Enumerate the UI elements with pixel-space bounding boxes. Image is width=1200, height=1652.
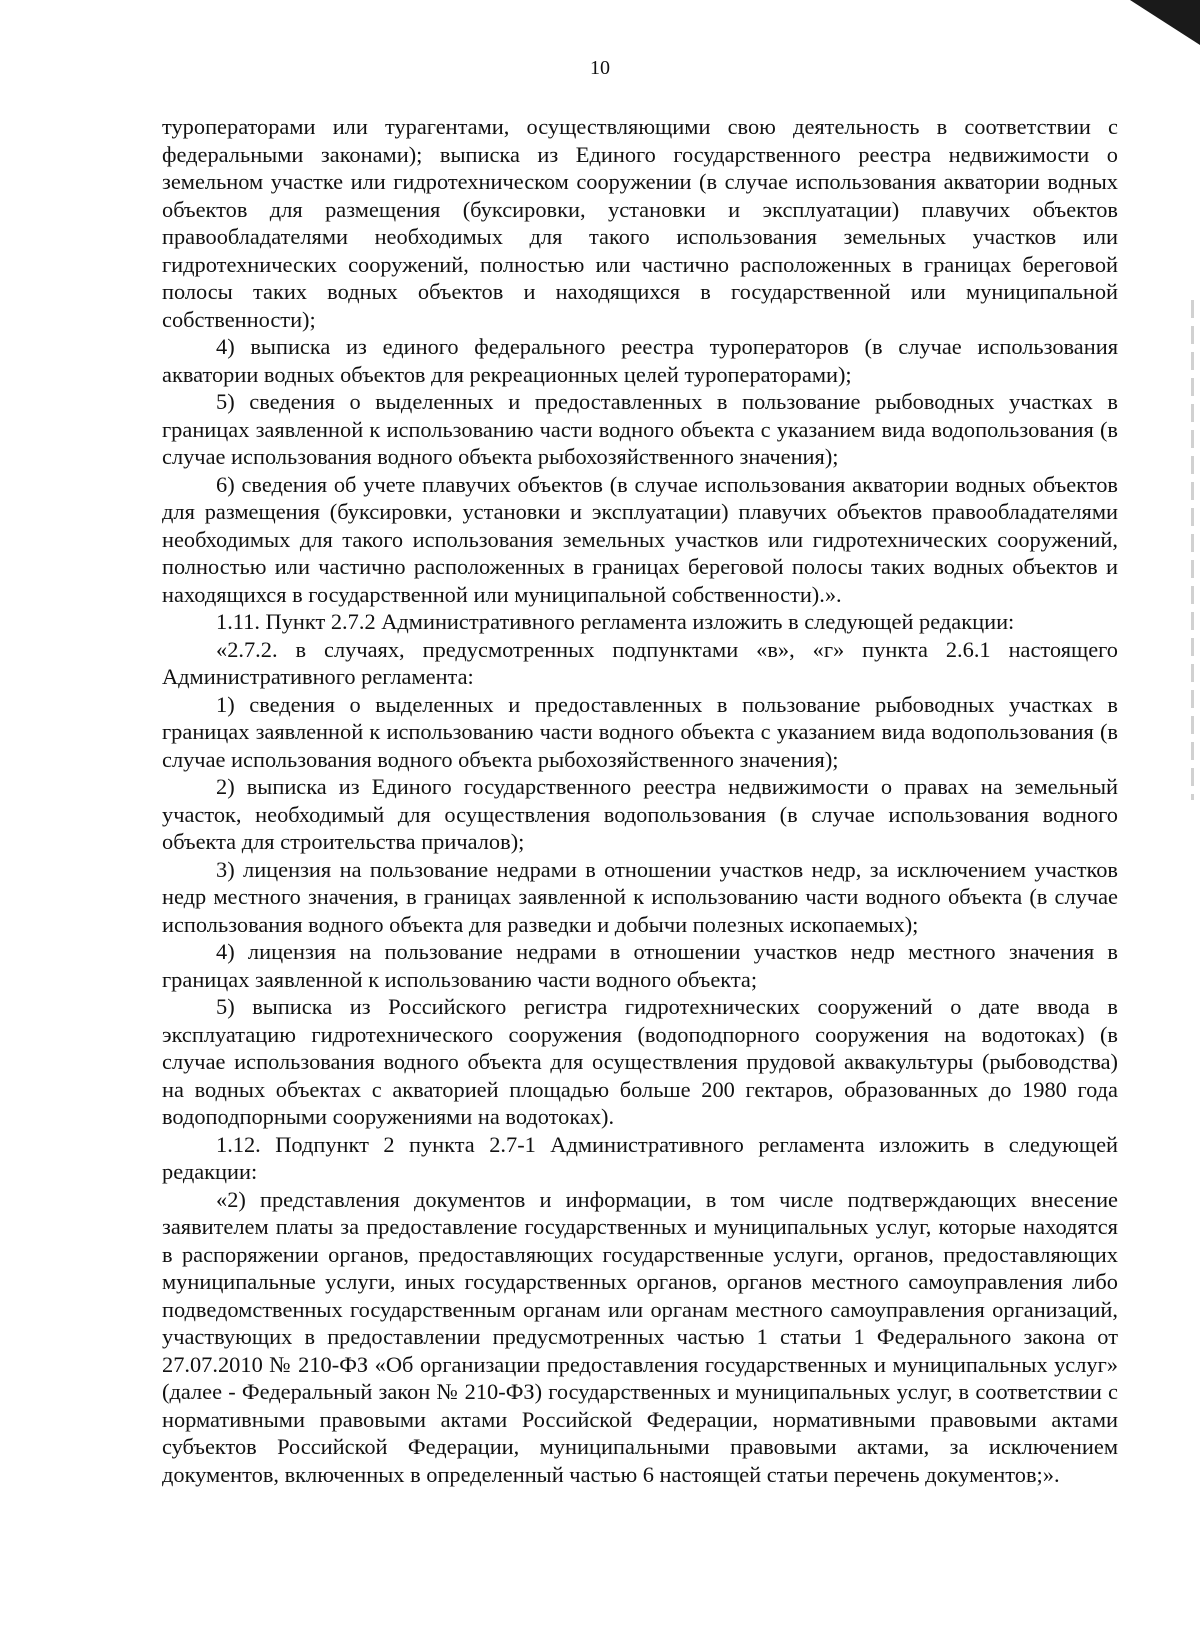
paragraph-clause-item-4: 4) лицензия на пользование недрами в отношении участков недр местного значения в границах заявленной к использованию части водного объекта; — [162, 939, 1118, 992]
paragraph-clause-item-5: 5) выписка из Российского регистра гидротехнических сооружений о дате ввода в эксплуатацию гидротехнического сооружения (водоподпорного сооружения на водотоках) (в случае использования водного объекта для осуществления прудовой аквакультуры (рыбоводства) на водных объектах с акваторией площадью больше 200 гектаров, образованных до 1980 года водоподпорными сооружениями на водотоках). — [162, 994, 1118, 1129]
paragraph-clause-item-2: 2) выписка из Единого государственного реестра недвижимости о правах на земельный участок, необходимый для осуществления водопользования (в случае использования водного объекта для строительства причалов); — [162, 774, 1118, 854]
paragraph-clause-item-1: 1) сведения о выделенных и предоставленных в пользование рыбоводных участках в границах заявленной к использованию части водного объекта с указанием вида водопользования (в случае использования водного объекта рыбохозяйственного значения); — [162, 691, 1118, 772]
paragraph-section-1-11: 1.11. Пункт 2.7.2 Административного регламента изложить в следующей редакции: — [216, 609, 1015, 634]
paragraph-item-5-fish-plots: 5) сведения о выделенных и предоставленных в пользование рыбоводных участках в границах заявленной к использованию части водного объекта с указанием вида водопользования (в случае использования водного объекта рыбохозяйственного значения); — [162, 389, 1118, 469]
paragraph-continuation: туроператорами или турагентами, осуществляющими свою деятельность в соответствии с федеральными законами); выписка из Единого государственного реестра недвижимости о земельном участке или гидротехническом сооружении (в случае использования акватории водных объектов для размещения (буксировки, установки и эксплуатации) плавучих объектов правообладателями необходимых для такого использования земельных участков или гидротехнических сооружений, полностью или частично расположенных в границах береговой полосы таких водных объектов и находящихся в государственной или муниципальной собственности); — [162, 114, 1118, 332]
paragraph-section-1-12: 1.12. Подпункт 2 пункта 2.7-1 Административного регламента изложить в следующей редакции: — [162, 1131, 1118, 1184]
scan-corner-mark — [1110, 0, 1200, 60]
page-number: 10 — [590, 57, 610, 79]
paragraph-subclause-2: «2) представления документов и информации, в том числе подтверждающих внесение заявителем платы за предоставление государственных и муниципальных услуг, которые находятся в распоряжении органов, предоставляющих государственные услуги, органов, предоставляющих муниципальные услуги, иных государственных органов, органов местного самоуправления либо подведомственных государственным органам или органам местного самоуправления организаций, участвующих в предоставлении предусмотренных частью 1 статьи 1 Федерального закона от 27.07.2010 № 210-ФЗ «Об организации предоставления государственных и муниципальных услуг» (далее - Федеральный закон № 210-ФЗ) государственных и муниципальных услуг, в соответствии с нормативными правовыми актами Российской Федерации, нормативными правовыми актами субъектов Российской Федерации, муниципальными правовыми актами, за исключением документов, включенных в определенный частью 6 настоящей статьи перечень документов;». — [162, 1186, 1118, 1487]
paragraph-clause-2-7-2: «2.7.2. в случаях, предусмотренных подпунктами «в», «г» пункта 2.6.1 настоящего Административного регламента: — [162, 636, 1118, 689]
paragraph-item-4-tour-registry: 4) выписка из единого федерального реестра туроператоров (в случае использования акватории водных объектов для рекреационных целей туроператорами); — [162, 334, 1118, 387]
paragraph-clause-item-3: 3) лицензия на пользование недрами в отношении участков недр, за исключением участков недр местного значения, в границах заявленной к использованию части водного объекта (в случае использования водного объекта для разведки и добычи полезных ископаемых); — [162, 856, 1118, 937]
document-body — [162, 113, 1118, 1488]
scan-edge-artifact — [1191, 300, 1194, 800]
paragraph-item-6-floating-objects: 6) сведения об учете плавучих объектов (в случае использования акватории водных объектов для размещения (буксировки, установки и эксплуатации) плавучих объектов правообладателями необходимых для такого использования земельных участков или гидротехнических сооружений, полностью или частично расположенных в границах береговой полосы таких водных объектов и находящихся в государственной или муниципальной собственности).». — [162, 471, 1118, 607]
